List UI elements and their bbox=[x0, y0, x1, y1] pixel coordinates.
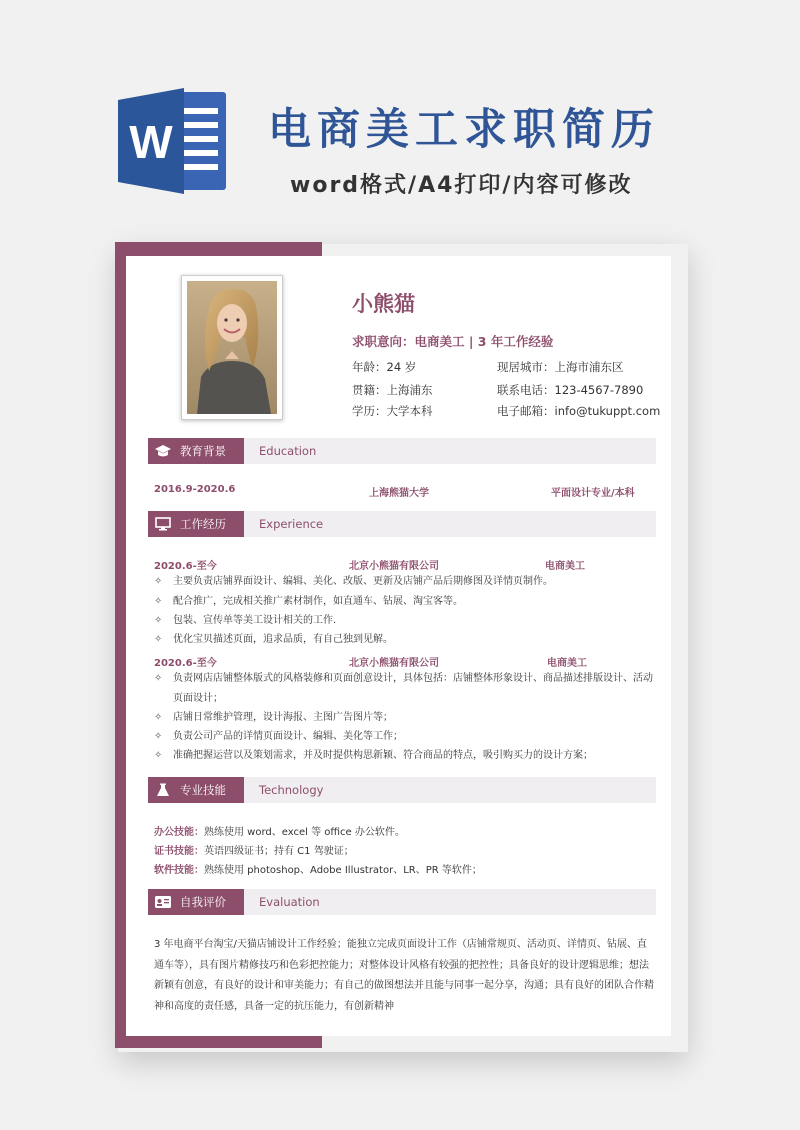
job-2-title: 电商美工 bbox=[547, 658, 587, 669]
diamond-bullet-icon: ✧ bbox=[154, 712, 163, 723]
job-1-company: 北京小熊猫有限公司 bbox=[349, 561, 439, 572]
section-education bbox=[148, 438, 656, 464]
section-skills bbox=[148, 777, 656, 803]
section-experience-en: Experience bbox=[259, 517, 324, 531]
section-experience-title: 工作经历 bbox=[180, 517, 226, 531]
profile-photo bbox=[187, 281, 277, 414]
skill-row bbox=[154, 842, 354, 857]
diamond-bullet-icon: ✧ bbox=[154, 731, 163, 742]
section-education-title: 教育背景 bbox=[180, 444, 226, 458]
diamond-bullet-icon: ✧ bbox=[154, 596, 163, 607]
info-city: 现居城市：上海市浦东区 bbox=[497, 360, 624, 374]
skill-label: 证书技能： bbox=[154, 846, 204, 857]
job-1-bullet: ✧ 主要负责店铺界面设计、编辑、美化、改版、更新及店铺产品后期修图及详情页制作。 bbox=[154, 572, 654, 592]
diamond-bullet-icon: ✧ bbox=[154, 576, 163, 587]
section-evaluation-title: 自我评价 bbox=[180, 895, 226, 909]
section-evaluation bbox=[148, 889, 656, 915]
word-document-icon bbox=[118, 86, 230, 196]
job-2-period: 2020.6-至今 bbox=[154, 658, 217, 669]
candidate-name: 小熊猫 bbox=[352, 292, 415, 316]
info-age: 年龄：24 岁 bbox=[352, 360, 417, 374]
job-1-period: 2020.6-至今 bbox=[154, 561, 217, 572]
section-education-en: Education bbox=[259, 444, 317, 458]
diamond-bullet-icon: ✧ bbox=[154, 750, 163, 761]
section-skills-en: Technology bbox=[259, 783, 324, 797]
flask-icon bbox=[154, 783, 172, 797]
word-icon-letter: W bbox=[129, 116, 173, 168]
job-2-bullet: ✧ 负责网店店铺整体版式的风格装修和页面创意设计，具体包括：店铺整体形象设计、商品描述排版设计、活动页面设计； bbox=[154, 669, 654, 709]
skill-value: 英语四级证书；持有 C1 驾驶证； bbox=[204, 846, 354, 857]
section-skills-tab bbox=[148, 777, 244, 803]
job-1-title: 电商美工 bbox=[545, 561, 585, 572]
education-major: 平面设计专业/本科 bbox=[551, 488, 635, 499]
job-2-bullet: ✧ 负责公司产品的详情页面设计、编辑、美化等工作； bbox=[154, 727, 654, 747]
section-education-tab bbox=[148, 438, 244, 464]
skill-label: 软件技能： bbox=[154, 865, 204, 876]
job-1-bullet: ✧ 包装、宣传单等美工设计相关的工作. bbox=[154, 611, 654, 631]
section-experience-tab bbox=[148, 511, 244, 537]
section-evaluation-en: Evaluation bbox=[259, 895, 320, 909]
graduation-cap-icon bbox=[154, 444, 172, 458]
monitor-icon bbox=[154, 517, 172, 531]
section-evaluation-tab bbox=[148, 889, 244, 915]
job-1-bullet: ✧ 配合推广，完成相关推广素材制作，如直通车、钻展、淘宝客等。 bbox=[154, 592, 654, 612]
skill-value: 熟练使用 photoshop、Adobe Illustrator、LR、PR 等软件； bbox=[204, 865, 482, 876]
profile-photo-frame bbox=[181, 275, 283, 420]
skill-value: 熟练使用 word、excel 等 office 办公软件。 bbox=[204, 827, 405, 838]
id-card-icon bbox=[154, 895, 172, 909]
education-period: 2016.9-2020.6 bbox=[154, 484, 236, 495]
skill-label: 办公技能： bbox=[154, 827, 204, 838]
diamond-bullet-icon: ✧ bbox=[154, 634, 163, 645]
section-skills-title: 专业技能 bbox=[180, 783, 226, 797]
info-education: 学历：大学本科 bbox=[352, 404, 433, 418]
job-intent: 求职意向：电商美工 | 3 年工作经验 bbox=[352, 334, 554, 349]
skill-row bbox=[154, 823, 405, 838]
banner-subtitle: word格式/A4打印/内容可修改 bbox=[290, 173, 633, 198]
job-2-company: 北京小熊猫有限公司 bbox=[349, 658, 439, 669]
info-email: 电子邮箱：info@tukuppt.com bbox=[497, 404, 661, 418]
job-2-bullet: ✧ 准确把握运营以及策划需求，并及时提供构思新颖、符合商品的特点，吸引购买力的设计方案； bbox=[154, 746, 654, 766]
section-experience bbox=[148, 511, 656, 537]
job-1-bullet: ✧ 优化宝贝描述页面，追求品质，有自己独到见解。 bbox=[154, 630, 654, 650]
diamond-bullet-icon: ✧ bbox=[154, 615, 163, 626]
job-2-bullet: ✧ 店铺日常维护管理，设计海报、主图广告图片等； bbox=[154, 708, 654, 728]
info-hometown: 贯籍：上海浦东 bbox=[352, 383, 433, 397]
banner-title: 电商美工求职简历 bbox=[268, 105, 660, 155]
info-phone: 联系电话：123-4567-7890 bbox=[497, 383, 644, 397]
education-school: 上海熊猫大学 bbox=[369, 488, 429, 499]
self-evaluation-text: 3 年电商平台淘宝/天猫店铺设计工作经验；能独立完成页面设计工作（店铺常规页、活动页、详情页、钻展、直通车等），具有图片精修技巧和色彩把控能力；对整体设计风格有较强的把控性；具备良好的设计逻辑思维；想法新颖有创意，有良好的设计和审美能力；有自己的做图想法并且能与同事一起分享，沟通；具有良好的团队合作精神和高度的责任感，具备一定的抗压能力，有创新精神 bbox=[154, 939, 654, 1012]
diamond-bullet-icon: ✧ bbox=[154, 673, 163, 684]
skill-row bbox=[154, 861, 482, 876]
